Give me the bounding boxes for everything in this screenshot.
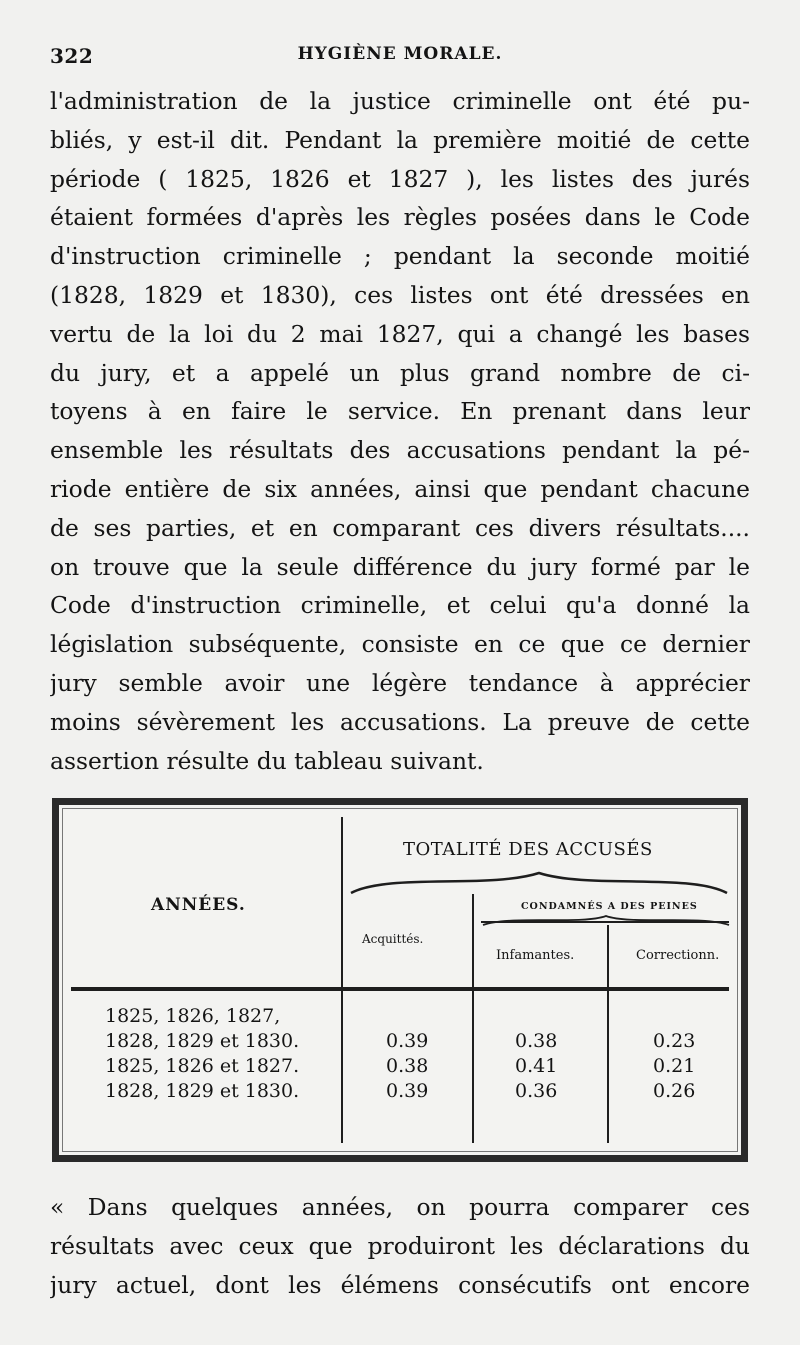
text-line: d'instruction criminelle ; pendant la seconde moitié — [50, 242, 750, 271]
column-header-condamnes: CONDAMNÉS A DES PEINES — [521, 901, 698, 912]
text-line: bliés, y est-il dit. Pendant la première moitié de cette — [50, 125, 750, 154]
table-cell-infamantes: 0.36 — [515, 1080, 558, 1102]
text-line: législation subséquente, consiste en ce que ce dernier — [50, 630, 750, 659]
text-line: jury actuel, dont les élémens consécutifs ont encore — [50, 1270, 750, 1299]
text-line: « Dans quelques années, on pourra comparer ces — [50, 1193, 750, 1221]
brace-icon — [481, 913, 731, 927]
column-header-totalite: TOTALITÉ DES ACCUSÉS — [403, 839, 653, 860]
table-row-label: 1825, 1826 et 1827. — [105, 1055, 300, 1077]
header-divider — [71, 987, 729, 991]
text-line: vertu de la loi du 2 mai 1827, qui a changé les bases — [50, 319, 750, 348]
text-line: résultats avec ceux que produiront les déclarations du — [50, 1231, 750, 1260]
page-header — [50, 40, 750, 74]
column-header-infamantes: Infamantes. — [496, 948, 575, 963]
table-cell-acquittes: 0.38 — [386, 1055, 429, 1077]
text-line: ensemble les résultats des accusations pendant la pé- — [50, 436, 750, 465]
table-cell-correction: 0.23 — [653, 1030, 696, 1052]
body-paragraph — [50, 82, 750, 780]
text-line: de ses parties, et en comparant ces divers résultats.... — [50, 513, 750, 542]
table-row-label: 1825, 1826, 1827, — [105, 1005, 281, 1027]
table-row-label: 1828, 1829 et 1830. — [105, 1080, 300, 1102]
text-line: riode entière de six années, ainsi que pendant chacune — [50, 474, 750, 503]
text-line: (1828, 1829 et 1830), ces listes ont été dressées en — [50, 280, 750, 309]
text-line: du jury, et a appelé un plus grand nombre de ci- — [50, 358, 750, 387]
text-line: on trouve que la seule différence du jury formé par le — [50, 552, 750, 581]
table-cell-correction: 0.21 — [653, 1055, 696, 1077]
text-line: étaient formées d'après les règles posées dans le Code — [50, 203, 750, 232]
column-divider — [607, 925, 609, 1143]
text-line: assertion résulte du tableau suivant. — [50, 746, 484, 775]
text-line: moins sévèrement les accusations. La preuve de cette — [50, 707, 750, 736]
text-line: période ( 1825, 1826 et 1827 ), les listes des jurés — [50, 164, 750, 193]
text-line: l'administration de la justice criminelle ont été pu- — [50, 87, 750, 115]
column-divider — [472, 894, 474, 1143]
table-row-label: 1828, 1829 et 1830. — [105, 1030, 300, 1052]
column-header-acquittes: Acquittés. — [362, 932, 424, 946]
column-header-years: ANNÉES. — [151, 895, 246, 915]
text-line: jury semble avoir une légère tendance à apprécier — [50, 668, 750, 697]
text-line: toyens à en faire le service. En prenant dans leur — [50, 397, 750, 426]
table-cell-correction: 0.26 — [653, 1080, 696, 1102]
table-cell-infamantes: 0.38 — [515, 1030, 558, 1052]
table-cell-acquittes: 0.39 — [386, 1030, 429, 1052]
closing-paragraph — [50, 1188, 750, 1304]
page-number: 322 — [50, 44, 94, 68]
column-header-correction: Correctionn. — [636, 948, 720, 963]
text-line: Code d'instruction criminelle, et celui qu'a donné la — [50, 591, 750, 620]
column-divider — [341, 817, 343, 1143]
table-cell-acquittes: 0.39 — [386, 1080, 429, 1102]
statistics-table — [52, 798, 748, 1162]
table-cell-infamantes: 0.41 — [515, 1055, 558, 1077]
table-body — [71, 817, 729, 1143]
brace-icon — [349, 867, 729, 897]
running-head: HYGIÈNE MORALE. — [297, 44, 503, 64]
